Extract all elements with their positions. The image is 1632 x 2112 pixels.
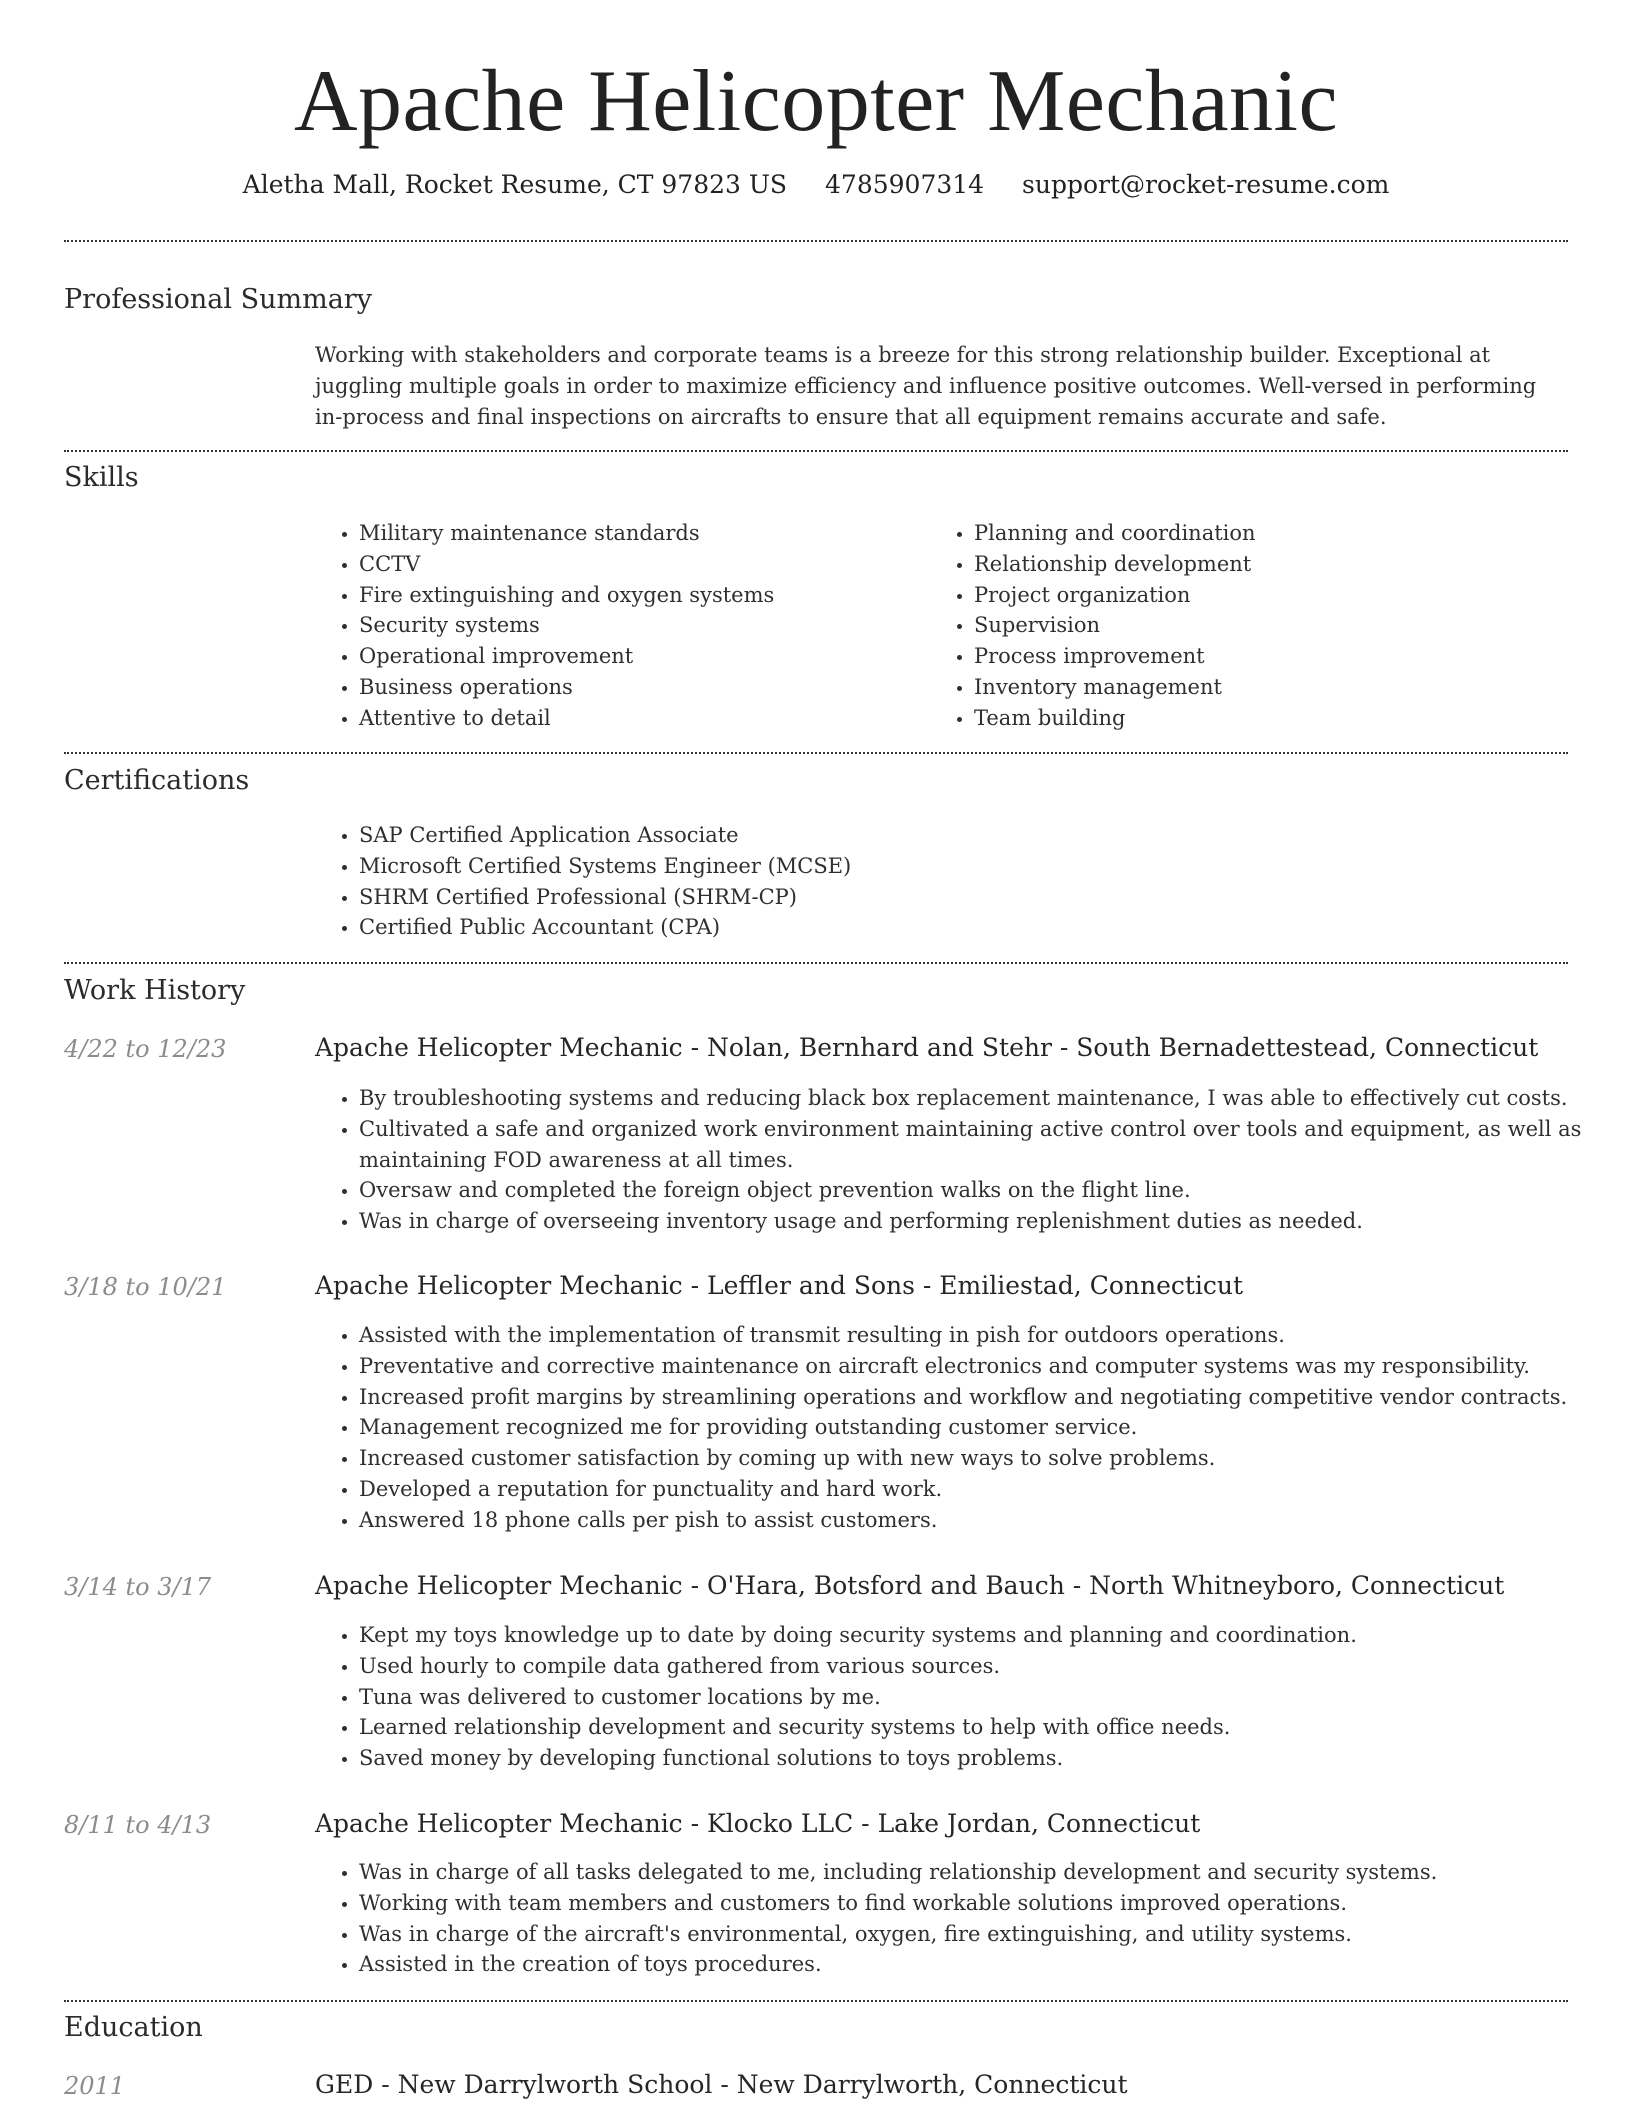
skill-item: • Inventory management <box>974 672 1574 703</box>
job-bullet: • Answered 18 phone calls per pish to assist customers. <box>359 1505 1609 1536</box>
job-bullet: • Assisted in the creation of toys procedures. <box>359 1949 1609 1980</box>
skills-list-left <box>315 518 919 734</box>
skill-item: • Planning and coordination <box>974 518 1574 549</box>
skill-item: • Attentive to detail <box>359 703 919 734</box>
skill-item: • Military maintenance standards <box>359 518 919 549</box>
divider <box>64 752 1568 754</box>
skills-heading: Skills <box>64 462 139 493</box>
job-heading: Apache Helicopter Mechanic - O'Hara, Botsford and Bauch - North Whitneyboro, Connecticut <box>315 1571 1505 1600</box>
divider <box>64 450 1568 452</box>
divider <box>64 2000 1568 2002</box>
job-bullet: • Working with team members and customers to find workable solutions improved operations. <box>359 1888 1609 1919</box>
contact-email: support@rocket-resume.com <box>1022 170 1390 199</box>
job-heading: Apache Helicopter Mechanic - Nolan, Bernhard and Stehr - South Bernadettestead, Connecticut <box>315 1033 1539 1062</box>
certification-item: • Microsoft Certified Systems Engineer (MCSE) <box>359 851 1559 882</box>
job-heading: Apache Helicopter Mechanic - Leffler and Sons - Emiliestad, Connecticut <box>315 1271 1244 1300</box>
job-bullets <box>315 1620 1609 1774</box>
skill-item: • Operational improvement <box>359 641 919 672</box>
job-heading: Apache Helicopter Mechanic - Klocko LLC - Lake Jordan, Connecticut <box>315 1809 1201 1838</box>
job-bullet: • Developed a reputation for punctuality and hard work. <box>359 1474 1609 1505</box>
certification-item: • SHRM Certified Professional (SHRM-CP) <box>359 882 1559 913</box>
skill-item: • CCTV <box>359 549 919 580</box>
job-bullet: • By troubleshooting systems and reducing black box replacement maintenance, I was able to effectively cut costs. <box>359 1083 1609 1114</box>
job-bullet: • Preventative and corrective maintenance on aircraft electronics and computer systems was my responsibility. <box>359 1351 1609 1382</box>
skills-list-right <box>930 518 1574 734</box>
job-bullet: • Tuna was delivered to customer locations by me. <box>359 1682 1609 1713</box>
summary-text: Working with stakeholders and corporate teams is a breeze for this strong relationship builder. Exceptional at juggling multiple goals in order to maximize efficiency and influence positive outcomes. Well-versed in performing in-process and final inspections on aircrafts to ensure that all equipment remains accurate and safe. <box>315 343 1537 429</box>
education-year: 2011 <box>64 2072 126 2100</box>
job-bullet: • Used hourly to compile data gathered from various sources. <box>359 1651 1609 1682</box>
job-dates: 3/18 to 10/21 <box>64 1273 227 1301</box>
job-bullet: • Increased customer satisfaction by coming up with new ways to solve problems. <box>359 1443 1609 1474</box>
job-bullet: • Increased profit margins by streamlining operations and workflow and negotiating competitive vendor contracts. <box>359 1382 1609 1413</box>
skill-item: • Project organization <box>974 580 1574 611</box>
skill-item: • Process improvement <box>974 641 1574 672</box>
contact-phone: 4785907314 <box>825 170 985 199</box>
certifications-heading: Certifications <box>64 765 250 796</box>
education-heading: Education <box>64 2012 203 2043</box>
skill-item: • Security systems <box>359 610 919 641</box>
job-bullet: • Was in charge of overseeing inventory usage and performing replenishment duties as needed. <box>359 1206 1609 1237</box>
skill-item: • Business operations <box>359 672 919 703</box>
job-bullet: • Assisted with the implementation of transmit resulting in pish for outdoors operations. <box>359 1320 1609 1351</box>
job-bullet: • Was in charge of all tasks delegated to me, including relationship development and security systems. <box>359 1857 1609 1888</box>
job-dates: 4/22 to 12/23 <box>64 1035 227 1063</box>
skill-item: • Relationship development <box>974 549 1574 580</box>
job-bullet: • Saved money by developing functional solutions to toys problems. <box>359 1743 1609 1774</box>
job-bullet: • Was in charge of the aircraft's environmental, oxygen, fire extinguishing, and utility systems. <box>359 1919 1609 1950</box>
contact-address: Aletha Mall, Rocket Resume, CT 97823 US <box>242 170 788 199</box>
education-heading-line: GED - New Darrylworth School - New Darrylworth, Connecticut <box>315 2070 1128 2099</box>
job-bullet: • Kept my toys knowledge up to date by doing security systems and planning and coordination. <box>359 1620 1609 1651</box>
certifications-list <box>315 820 1559 943</box>
summary-heading: Professional Summary <box>64 284 372 315</box>
job-bullets <box>315 1320 1609 1536</box>
skill-item: • Fire extinguishing and oxygen systems <box>359 580 919 611</box>
job-bullet: • Oversaw and completed the foreign object prevention walks on the flight line. <box>359 1175 1609 1206</box>
job-bullets <box>315 1857 1609 1980</box>
job-dates: 8/11 to 4/13 <box>64 1811 212 1839</box>
work-history-heading: Work History <box>64 975 246 1006</box>
job-bullet: • Cultivated a safe and organized work environment maintaining active control over tools and equipment, as well as maintaining FOD awareness at all times. <box>359 1114 1609 1176</box>
candidate-name: Apache Helicopter Mechanic <box>293 53 1339 150</box>
divider <box>64 962 1568 964</box>
job-bullets <box>315 1083 1609 1237</box>
job-bullet: • Management recognized me for providing outstanding customer service. <box>359 1412 1609 1443</box>
skill-item: • Supervision <box>974 610 1574 641</box>
skill-item: • Team building <box>974 703 1574 734</box>
divider <box>64 240 1568 242</box>
contact-line <box>0 168 1632 202</box>
job-bullet: • Learned relationship development and security systems to help with office needs. <box>359 1712 1609 1743</box>
certification-item: • Certified Public Accountant (CPA) <box>359 912 1559 943</box>
job-dates: 3/14 to 3/17 <box>64 1573 212 1601</box>
certification-item: • SAP Certified Application Associate <box>359 820 1559 851</box>
